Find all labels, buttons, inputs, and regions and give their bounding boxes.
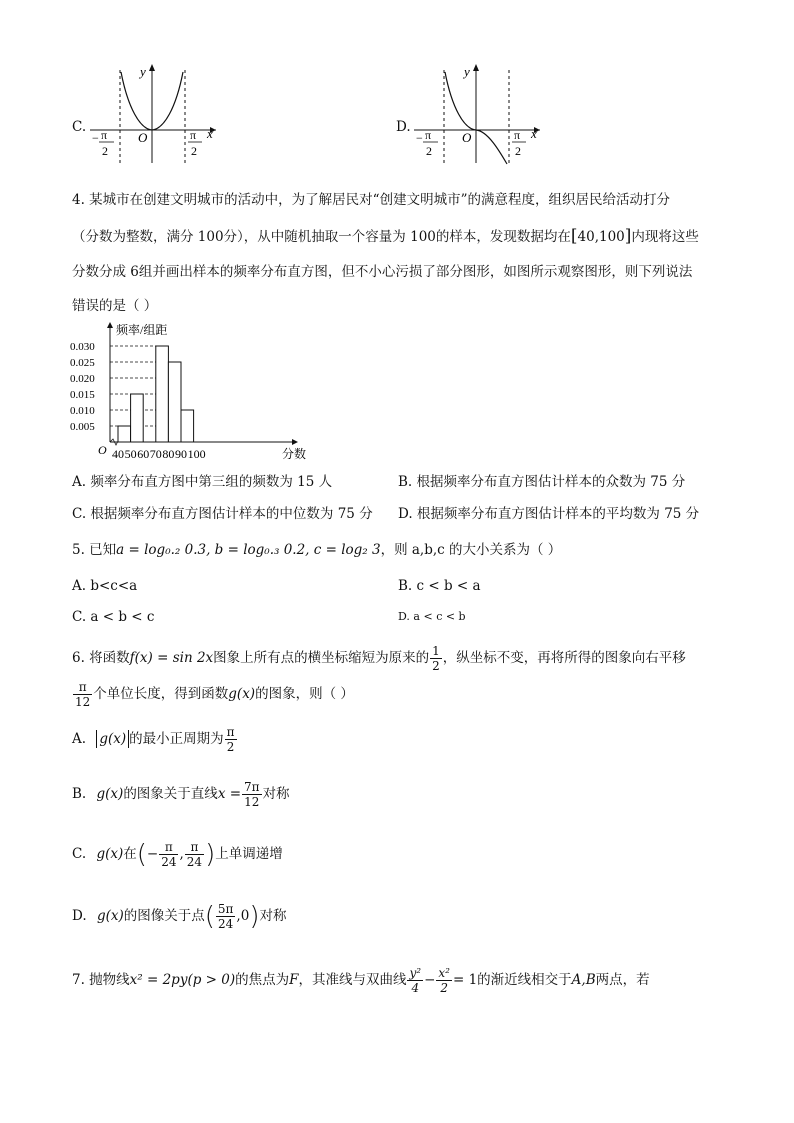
hist-x-label: 分数 [282,447,307,461]
q6-opta-abs: g(x) [96,730,129,748]
q6-optc-lparen: ( [136,839,147,870]
q7-eq1: x² = 2py(p > 0) [129,972,236,988]
q4-line2 [72,226,699,247]
y-axis-arrow [149,64,155,71]
q6-optb-prefix: B. [72,786,87,802]
q5-option-c[interactable]: C. a < b < c [72,609,155,625]
q6-optd-text: 的图像关于点 [123,908,205,924]
option-d-label: D. [396,119,411,135]
q6-optb-post: 对称 [262,786,290,802]
q6-optd-frac: $\frac{5\pi}{24}$ [217,902,234,931]
q6-optd-zero: ,0 [236,908,250,924]
q4-option-c[interactable]: C. 根据频率分布直方图估计样本的中位数为 75 分 [72,506,373,522]
q4-option-a[interactable]: A. 频率分布直方图中第三组的频数为 15 人 [72,474,333,490]
q5-stem [72,540,561,560]
q7-mid3: 的渐近线相交于 [477,972,572,988]
graph-option-c [88,60,218,165]
q6-opta-prefix: A. [72,731,87,747]
q7-minus: − [424,972,436,988]
q6-option-a[interactable] [72,725,238,754]
q6-optc-frac1: $\frac{\pi}{24}$ [161,840,177,869]
hist-y-tick-label: 0.010 [70,405,95,417]
hist-bar [118,426,131,442]
origin-label: O [462,130,472,145]
q6-frac-half: $\frac{1}{2}$ [432,644,440,673]
left-tick-two: 2 [426,144,432,158]
q6-optb-frac: $\frac{7\pi}{12}$ [244,780,260,809]
origin-label: O [138,130,148,145]
hist-x-tick-label: 50 [124,447,137,461]
right-tick-pi: π [190,128,197,142]
q6-optc-comma: , [179,846,184,862]
hist-origin: O [98,443,107,457]
hist-y-label: 频率/组距 [116,323,168,337]
q4-line3: 分数分成 6组并画出样本的频率分布直方图，但不小心污损了部分图形，如图所示观察图形，则下列说法 [72,264,693,280]
q7-post: 两点，若 [595,972,650,988]
option-c-label: C. [72,119,87,135]
q6-line2a: 个单位长度，得到函数 [93,686,229,702]
q6-option-b[interactable] [72,780,290,809]
q5-stem-post: ，则 a,b,c 的大小关系为（ ） [380,542,562,558]
q7-frac-x: $\frac{\text{x²}}{2}$ [438,966,450,995]
hist-bar [168,362,181,442]
left-tick-two: 2 [102,144,108,158]
left-tick-minus: − [92,131,99,145]
q6-optc-g: g(x) [96,846,124,862]
q5-option-b[interactable]: B. c < b < a [398,578,481,594]
q4-interval-value: 40,100 [577,229,625,245]
hist-x-arrow [292,439,298,445]
hist-x-tick-label: 60 [137,447,150,461]
x-label: x [207,126,213,141]
q7-eq-one: = 1 [452,972,478,988]
q6-gx: g(x) [228,686,256,702]
frequency-histogram [68,318,308,468]
q6-line2b: 的图象，则（ ） [255,686,354,702]
q7-frac-y: $\frac{\text{y²}}{4}$ [409,966,422,995]
q6-optb-g: g(x) [96,786,124,802]
y-label: y [464,64,470,79]
hist-x-tick-label: 70 [149,447,162,461]
q6-optc-post: 上单调递增 [215,846,283,862]
q6-optb-x: x = [217,786,242,802]
q4-line2a: （分数为整数，满分 100分），从中随机抽取一个容量为 100的样本，发现数据均在 [72,229,571,245]
hist-y-tick-label: 0.020 [70,373,95,385]
hist-y-tick-label: 0.025 [70,357,95,369]
hist-x-tick-label: 100 [187,447,206,461]
hist-bar [156,346,169,442]
q4-option-d[interactable]: D. 根据频率分布直方图估计样本的平均数为 75 分 [398,506,700,522]
q6-optb-text: 的图象关于直线 [123,786,218,802]
hist-y-arrow [107,322,113,328]
hist-bar [181,410,194,442]
q7-pre: 7. 抛物线 [72,972,130,988]
q4-option-b[interactable]: B. 根据频率分布直方图估计样本的众数为 75 分 [398,474,686,490]
x-label: x [531,126,537,141]
q6-optd-prefix: D. [72,908,87,924]
q7-line1 [72,966,650,995]
q7-AB: A,B [571,972,596,988]
y-axis-arrow [473,64,479,71]
q6-line1 [72,644,686,673]
q5-stem-pre: 5. 已知 [72,542,117,558]
q4-interval: [ [570,226,578,246]
q6-frac-shift: $\frac{\pi}{12}$ [75,680,91,709]
q6-optc-prefix: C. [72,846,87,862]
left-tick-pi: π [425,128,432,142]
right-tick-two: 2 [515,144,521,158]
hist-bar [131,394,144,442]
right-tick-two: 2 [191,144,197,158]
q6-line1b: 图象上所有点的横坐标缩短为原来的 [213,650,430,666]
q6-optd-g: g(x) [96,908,124,924]
q7-mid2: ，其准线与双曲线 [298,972,407,988]
q6-line1a: 6. 将函数 [72,650,130,666]
hist-x-tick-label: 90 [175,447,187,461]
q4-line4: 错误的是（ ） [72,298,158,314]
q7-mid1: 的焦点为 [235,972,290,988]
q6-option-d[interactable] [72,902,286,931]
q6-optc-frac2: $\frac{\pi}{24}$ [186,840,203,869]
q4-interval-close: ] [624,226,632,246]
q4-line1: 4. 某城市在创建文明城市的活动中，为了解居民对“创建文明城市”的满意程度，组织居民给活动打分 [72,192,670,208]
q6-optd-lparen: ( [204,901,215,932]
q6-line1c: ，纵坐标不变，再将所得的图象向右平移 [442,650,686,666]
q7-F: F [289,972,299,988]
q6-option-c[interactable] [72,840,283,869]
q5-expr: a = log₀.₂ 0.3, b = log₀.₃ 0.2, c = log₂ 3 [116,542,381,558]
q6-func: f(x) = sin 2x [129,650,214,666]
hist-y-tick-label: 0.030 [70,341,95,353]
q6-opta-frac: $\frac{\pi}{2}$ [226,725,235,754]
q6-opta-text: 的最小正周期为 [129,731,224,747]
q6-optc-text: 在 [123,846,137,862]
right-tick-pi: π [514,128,521,142]
q6-optd-post: 对称 [259,908,287,924]
graph-option-d [412,60,542,165]
hist-x-tick-label: 40 [112,447,124,461]
left-tick-pi: π [101,128,108,142]
q6-optc-minus: − [146,846,159,862]
q6-optc-rparen: ) [205,839,216,870]
left-tick-minus: − [416,131,423,145]
q5-option-d[interactable]: D. a < c < b [398,610,466,623]
q6-line2 [72,680,354,709]
q6-optd-rparen: ) [249,901,260,932]
hist-x-tick-label: 80 [162,447,175,461]
hist-y-tick-label: 0.015 [70,389,95,401]
hist-y-tick-label: 0.005 [70,421,95,433]
q5-option-a[interactable]: A. b<c<a [72,578,138,594]
y-label: y [140,64,146,79]
q4-line2b: 内现将这些 [631,229,699,245]
